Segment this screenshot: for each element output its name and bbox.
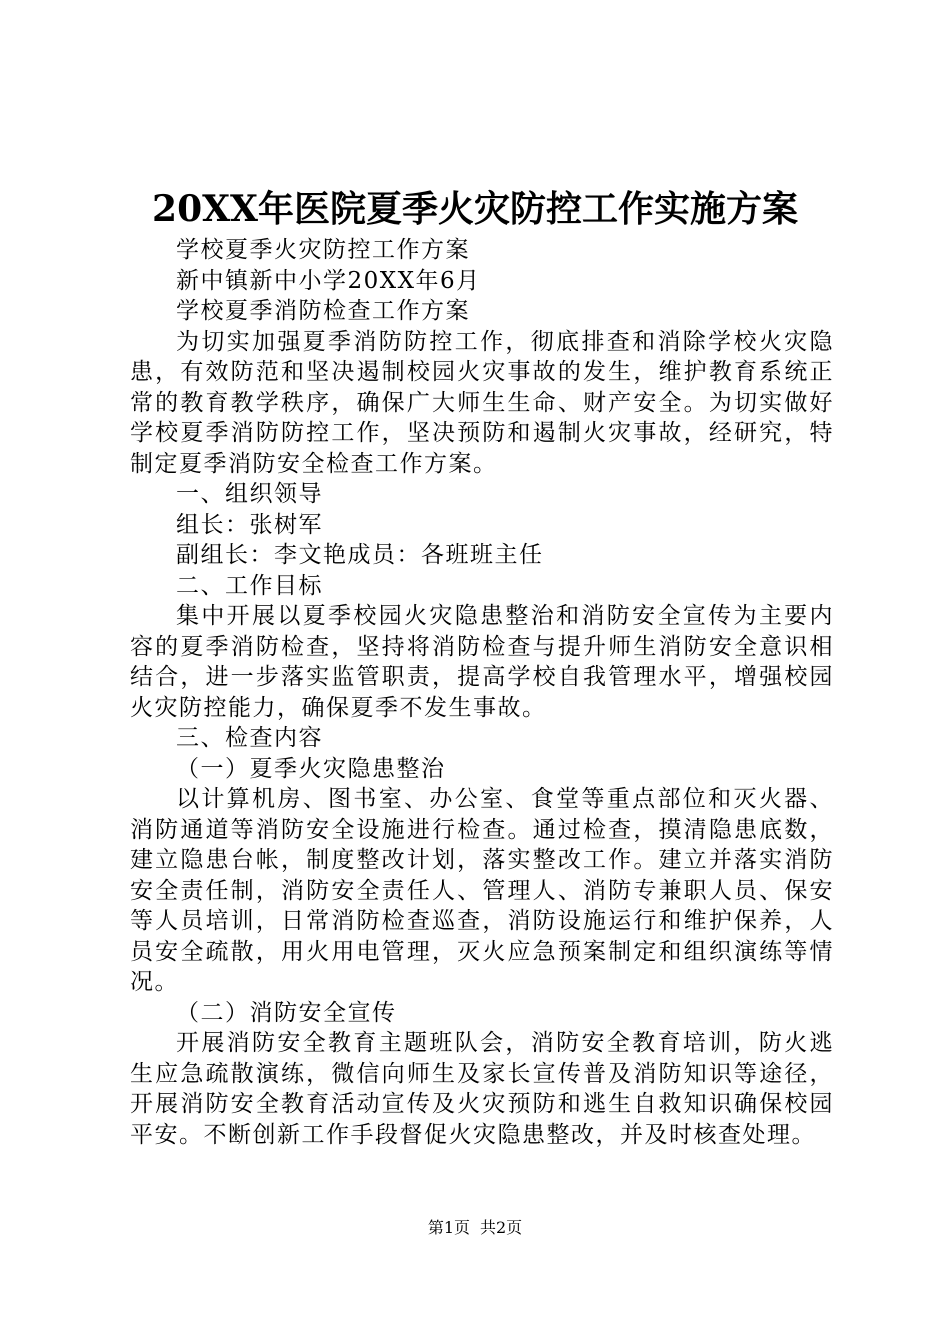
paragraph: 学校夏季火灾防控工作方案: [176, 237, 470, 263]
subsection-heading: （一）夏季火灾隐患整治: [176, 755, 446, 782]
paragraph: 副组长：李文艳成员：各班班主任: [176, 542, 544, 568]
paragraph: 学校夏季消防检查工作方案: [176, 298, 470, 324]
page-footer: [0, 1215, 950, 1238]
section-heading: 二、工作目标: [176, 572, 323, 599]
section-heading: 三、检查内容: [176, 725, 323, 751]
paragraph: 开展消防安全教育主题班队会，消防安全教育培训，防火逃生应急疏散演练，微信向师生及家长宣传普及消防知识等途径，开展消防安全教育活动宣传及火灾预防和逃生自救知识确保校园平安。不断创新工作手段督促火灾隐患整改，并及时核查处理。: [130, 1030, 834, 1148]
page-total: 共2页: [480, 1218, 523, 1237]
subsection-heading: （二）消防安全宣传: [176, 999, 397, 1026]
paragraph: 集中开展以夏季校园火灾隐患整治和消防安全宣传为主要内容的夏季消防检查，坚持将消防检查与提升师生消防安全意识相结合，进一步落实监管职责，提高学校自我管理水平，增强校园火灾防控能力，确保夏季不发生事故。: [130, 603, 834, 721]
paragraph: 为切实加强夏季消防防控工作，彻底排查和消除学校火灾隐患，有效防范和坚决遏制校园火灾事故的发生，维护教育系统正常的教育教学秩序，确保广大师生生命、财产安全。为切实做好学校夏季消防防控工作，坚决预防和遏制火灾事故，经研究，特制定夏季消防安全检查工作方案。: [130, 328, 834, 477]
document-title: 20XX年医院夏季火灾防控工作实施方案: [152, 188, 798, 230]
paragraph: 新中镇新中小学20XX年6月: [176, 267, 481, 294]
page-number: 第1页: [427, 1218, 470, 1237]
document-body: [130, 235, 834, 1150]
paragraph: 组长：张树军: [176, 511, 323, 538]
section-heading: 一、组织领导: [176, 481, 323, 507]
paragraph: 以计算机房、图书室、办公室、食堂等重点部位和灭火器、消防通道等消防安全设施进行检查。通过检查，摸清隐患底数，建立隐患台帐，制度整改计划，落实整改工作。建立并落实消防安全责任制，消防安全责任人、管理人、消防专兼职人员、保安等人员培训，日常消防检查巡查，消防设施运行和维护保养，人员安全疏散，用火用电管理，灭火应急预案制定和组织演练等情况。: [130, 786, 834, 995]
